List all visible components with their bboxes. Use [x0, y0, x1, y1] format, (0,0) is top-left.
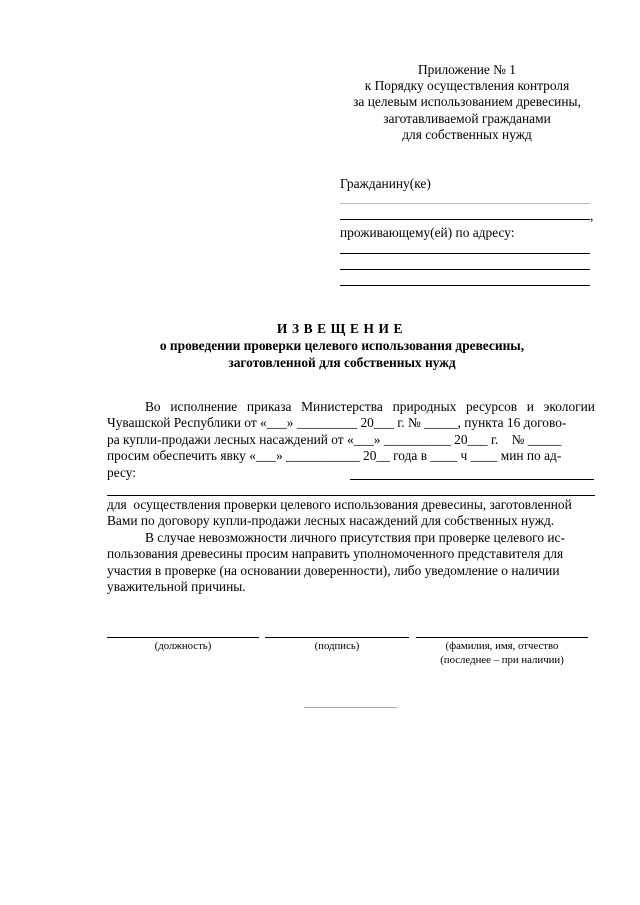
body-line-5: ресу:: [107, 464, 136, 480]
word: природных: [392, 399, 457, 414]
word: приказа: [246, 399, 292, 414]
body-line-9: пользования древесины просим направить уполномоченного представителя для: [107, 546, 564, 562]
citizen-label: Гражданину(ке): [340, 176, 431, 191]
citizen-name-line-2: [340, 219, 590, 220]
word: ресурсов: [466, 399, 518, 414]
address-blank-line: [350, 479, 594, 480]
body-line-3: ра купли-продажи лесных насаждений от «___» __________ 20___ г. № _____: [107, 431, 562, 447]
appendix-line: к Порядку осуществления контроля: [364, 78, 570, 94]
address-line-2: [340, 269, 590, 270]
footer-divider: [304, 707, 397, 708]
body-line-1: [107, 399, 595, 415]
address-full-line: [107, 495, 595, 496]
notice-body: [107, 399, 595, 595]
address-line-1: [340, 253, 590, 254]
word: Во: [145, 399, 161, 414]
body-line-11: уважительной причины.: [107, 579, 246, 595]
body-line-4: просим обеспечить явку «___» ___________ 20__ года в ____ ч ____ мин по ад-: [107, 448, 562, 464]
notice-heading: ИЗВЕЩЕНИЕ: [276, 321, 408, 336]
appendix-line: за целевым использованием древесины,: [353, 94, 581, 110]
word: экологии: [543, 399, 595, 414]
appendix-line: для собственных нужд: [402, 126, 532, 142]
word: исполнение: [170, 399, 238, 414]
notice-title-block: [100, 321, 584, 371]
signature-label: (подпись): [314, 640, 360, 652]
full-name-label: [400, 639, 604, 667]
citizen-name-line-1: [340, 203, 590, 204]
notice-subtitle-line-2: заготовленной для собственных нужд: [228, 354, 456, 370]
appendix-line: заготавливаемой гражданами: [383, 110, 551, 126]
body-line-6: для осуществления проверки целевого использования древесины, заготовленной: [107, 497, 572, 513]
position-line: [107, 637, 259, 638]
full-name-label-line-2: (последнее – при наличии): [440, 654, 564, 666]
position-label: (должность): [154, 640, 212, 652]
signature-line: [265, 637, 409, 638]
body-line-2: Чувашской Республики от «___» _________ 20___ г. № _____, пункта 16 догово-: [107, 415, 567, 431]
body-line-8: В случае невозможности личного присутствия при проверке целевого ис-: [145, 529, 565, 545]
address-line-3: [340, 285, 590, 286]
residing-label: проживающему(ей) по адресу:: [340, 225, 515, 240]
word: Министерства: [301, 399, 383, 414]
notice-subtitle-line-1: о проведении проверки целевого использования древесины,: [159, 337, 525, 353]
appendix-line: Приложение № 1: [417, 62, 517, 77]
word: и: [526, 399, 534, 414]
full-name-line: [416, 637, 588, 638]
body-line-7: Вами по договору купли-продажи лесных насаждений для собственных нужд.: [107, 513, 555, 529]
appendix-header: [332, 62, 602, 143]
full-name-label-line-1: (фамилия, имя, отчество: [445, 640, 559, 652]
comma: ,: [590, 208, 594, 223]
body-line-10: участия в проверке (на основании доверенности), либо уведомление о наличии: [107, 562, 560, 578]
